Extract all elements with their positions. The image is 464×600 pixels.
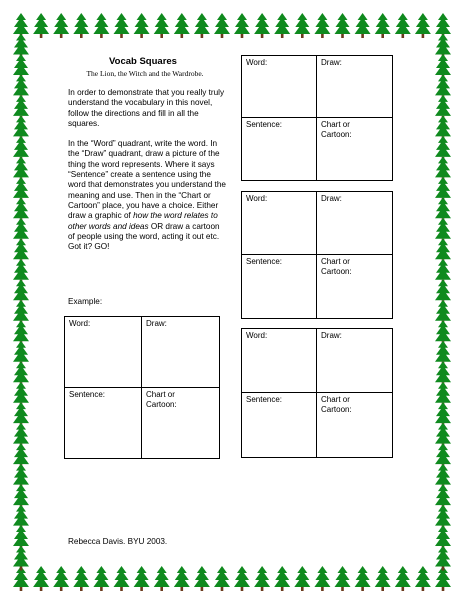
author-credit: Rebecca Davis. BYU 2003.: [68, 537, 168, 546]
instructions: [68, 88, 228, 252]
word-cell[interactable]: [65, 317, 142, 388]
christmas-tree-icon: [335, 566, 351, 591]
chart-label-line2: Cartoon:: [146, 399, 177, 409]
chart-label-line2: Cartoon:: [321, 267, 352, 276]
sentence-label: Sentence:: [246, 395, 283, 404]
chart-cartoon-cell[interactable]: [317, 393, 392, 457]
chart-label-line2: Cartoon:: [321, 130, 352, 139]
draw-label: Draw:: [321, 58, 342, 67]
christmas-tree-icon: [134, 13, 150, 38]
sentence-label: Sentence:: [246, 257, 283, 266]
draw-cell[interactable]: [317, 192, 392, 255]
christmas-tree-icon: [355, 566, 371, 591]
christmas-tree-icon: [33, 566, 49, 591]
chart-cartoon-cell[interactable]: [142, 388, 219, 459]
christmas-tree-icon: [355, 13, 371, 38]
christmas-tree-icon: [294, 566, 310, 591]
christmas-tree-icon: [33, 13, 49, 38]
chart-label-line1: Chart or: [321, 257, 350, 266]
christmas-tree-icon: [134, 566, 150, 591]
christmas-tree-icon: [234, 13, 250, 38]
christmas-tree-icon: [93, 13, 109, 38]
word-label: Word:: [246, 58, 268, 67]
vocab-square-3: [241, 328, 393, 458]
christmas-tree-icon: [274, 13, 290, 38]
chart-label-line1: Chart or: [321, 395, 350, 404]
sentence-cell[interactable]: [242, 255, 317, 318]
christmas-tree-icon: [375, 13, 391, 38]
christmas-tree-icon: [174, 566, 190, 591]
christmas-tree-icon: [375, 566, 391, 591]
chart-label-line1: Chart or: [146, 389, 175, 399]
draw-label: Draw:: [321, 331, 342, 340]
chart-label-line1: Chart or: [321, 120, 350, 129]
christmas-tree-icon: [254, 13, 270, 38]
sentence-cell[interactable]: [65, 388, 142, 459]
christmas-tree-icon: [234, 566, 250, 591]
chart-cartoon-cell[interactable]: [317, 118, 392, 180]
sentence-cell[interactable]: [242, 118, 317, 180]
christmas-tree-icon: [73, 566, 89, 591]
sentence-cell[interactable]: [242, 393, 317, 457]
word-cell[interactable]: [242, 192, 317, 255]
christmas-tree-icon: [154, 13, 170, 38]
christmas-tree-icon: [73, 13, 89, 38]
christmas-tree-icon: [395, 566, 411, 591]
directions-text-2: OR draw a cartoon of people using the word, acting it out etc.: [68, 221, 220, 241]
christmas-tree-icon: [395, 13, 411, 38]
christmas-tree-icon: [314, 13, 330, 38]
draw-cell[interactable]: [142, 317, 219, 388]
instructions-go: Got it? GO!: [68, 242, 110, 252]
draw-cell[interactable]: [317, 56, 392, 118]
page-title: Vocab Squares: [109, 56, 177, 67]
christmas-tree-icon: [335, 13, 351, 38]
christmas-tree-icon: [154, 566, 170, 591]
christmas-tree-icon: [53, 566, 69, 591]
page-subtitle: The Lion, the Witch and the Wardrobe.: [86, 69, 204, 78]
draw-label: Draw:: [146, 319, 167, 328]
christmas-tree-icon: [415, 13, 431, 38]
christmas-tree-icon: [274, 566, 290, 591]
chart-label-line2: Cartoon:: [321, 405, 352, 414]
example-vocab-square: [64, 316, 220, 459]
sentence-label: Sentence:: [69, 389, 106, 399]
word-cell[interactable]: [242, 56, 317, 118]
christmas-tree-icon: [194, 13, 210, 38]
christmas-tree-icon: [294, 13, 310, 38]
christmas-tree-icon: [13, 546, 29, 571]
word-label: Word:: [69, 319, 91, 328]
draw-label: Draw:: [321, 194, 342, 203]
christmas-tree-icon: [93, 566, 109, 591]
sentence-label: Sentence:: [246, 120, 283, 129]
instructions-directions: [68, 139, 228, 242]
christmas-tree-icon: [415, 566, 431, 591]
vocab-square-2: [241, 191, 393, 319]
christmas-tree-icon: [194, 566, 210, 591]
vocab-square-1: [241, 55, 393, 181]
word-label: Word:: [246, 194, 268, 203]
directions-italic: how the word relates to other words and ideas: [68, 211, 218, 231]
word-label: Word:: [246, 331, 268, 340]
example-label: Example:: [68, 297, 103, 306]
christmas-tree-icon: [314, 566, 330, 591]
instructions-intro: In order to demonstrate that you really truly understand the vocabulary in this novel, follow the directions and fill in all the squares.: [68, 88, 225, 128]
christmas-tree-icon: [114, 566, 130, 591]
directions-text-1: In the “Word” quadrant, write the word. In the “Draw” quadrant, draw a picture of the thing the word represents. Where it says “Sentence” create a sentence using the word that demonstrates you understand the meaning and use. Then in the “Chart or Cartoon” place, you have a choice. Either draw a graphic of: [68, 139, 226, 221]
draw-cell[interactable]: [317, 329, 392, 393]
christmas-tree-icon: [214, 13, 230, 38]
christmas-tree-icon: [53, 13, 69, 38]
christmas-tree-icon: [214, 566, 230, 591]
christmas-tree-icon: [174, 13, 190, 38]
word-cell[interactable]: [242, 329, 317, 393]
chart-cartoon-cell[interactable]: [317, 255, 392, 318]
christmas-tree-icon: [254, 566, 270, 591]
christmas-tree-icon: [435, 546, 451, 571]
christmas-tree-icon: [114, 13, 130, 38]
